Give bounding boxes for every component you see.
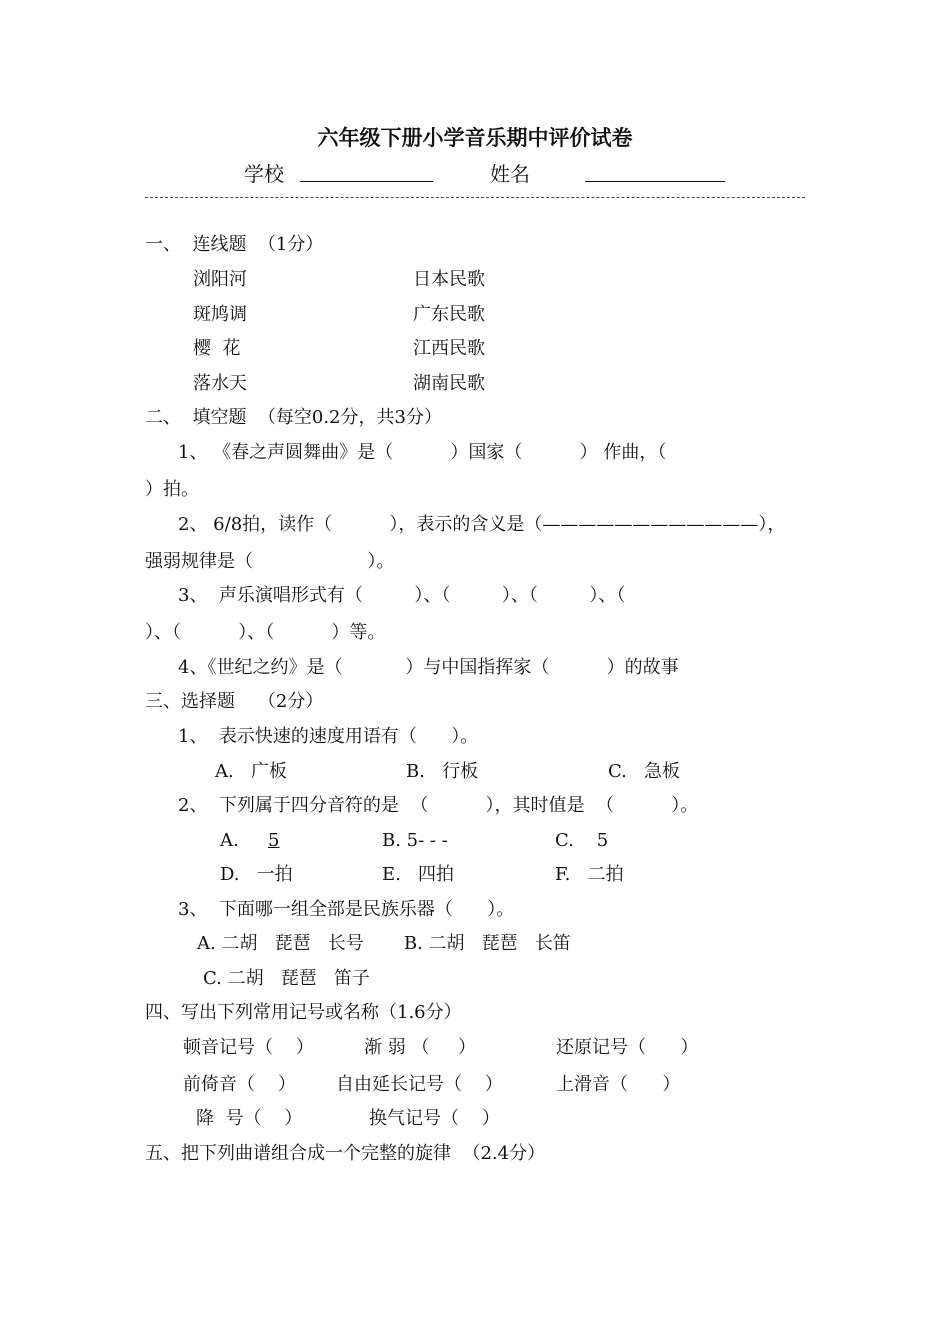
notation-item: 渐 弱 （ ） [364, 1037, 477, 1058]
fill-question-3-cont: ）、（ ）、（ ）等。 [145, 622, 386, 643]
section-4-heading: 四、写出下列常用记号或名称（1.6分） [145, 1002, 462, 1023]
choice-option: E. 四拍 [382, 864, 455, 885]
school-label: 学校 [244, 162, 284, 186]
fill-question-2: 2、 6/8拍，读作（ ），表示的含义是（————————————）， [178, 514, 786, 535]
match-right-item: 湖南民歌 [413, 373, 485, 394]
page-title: 六年级下册小学音乐期中评价试卷 [317, 125, 633, 150]
notation-item: 还原记号（ ） [556, 1037, 699, 1058]
name-blank[interactable] [585, 181, 725, 182]
fill-question-2-cont: 强弱规律是（ ）。 [145, 551, 395, 572]
match-left-item: 斑鸠调 [193, 304, 247, 325]
divider [145, 197, 805, 198]
choice-option-c: C. 二胡 琵琶 笛子 [203, 968, 370, 989]
choice-question-1: 1、 表示快速的速度用语有（ ）。 [178, 726, 479, 747]
choice-option: C. 急板 [608, 761, 681, 782]
school-blank[interactable] [300, 181, 433, 182]
section-1-heading: 一、 连线题 （1分） [145, 234, 324, 255]
choice-option: B. 5- - - [382, 830, 448, 851]
choice-option: F. 二拍 [555, 864, 624, 885]
section-3-heading: 三、选择题 （2分） [145, 691, 324, 712]
choice-option: D. 一拍 [220, 864, 293, 885]
notation-item: 换气记号（ ） [369, 1108, 500, 1129]
choice-option-label: A. [220, 830, 239, 851]
choice-option: C. 5 [555, 830, 609, 851]
match-right-item: 日本民歌 [413, 269, 485, 290]
choice-options-ab: A. 二胡 琵琶 长号 B. 二胡 琵琶 长笛 [197, 933, 571, 954]
section-5-heading: 五、把下列曲谱组合成一个完整的旋律 （2.4分） [145, 1143, 546, 1164]
choice-option: A. 广板 [215, 761, 287, 782]
choice-option: B. 行板 [406, 761, 479, 782]
notation-item: 自由延长记号（ ） [336, 1074, 503, 1095]
name-label: 姓名 [490, 162, 530, 186]
match-left-item: 浏阳河 [193, 269, 247, 290]
fill-question-1: 1、 《春之声圆舞曲》是（ ）国家（ ） 作曲，（ [178, 442, 667, 463]
notation-item: 前倚音（ ） [183, 1074, 296, 1095]
match-right-item: 广东民歌 [413, 304, 485, 325]
fill-question-3: 3、 声乐演唱形式有（ ）、（ ）、（ ）、（ [178, 585, 626, 606]
fill-question-1-cont: ）拍。 [145, 479, 199, 500]
choice-question-3: 3、 下面哪一组全部是民族乐器（ ）。 [178, 899, 515, 920]
section-2-heading: 二、 填空题 （每空0.2分，共3分） [145, 407, 442, 428]
match-left-item: 落水天 [193, 373, 247, 394]
fill-question-4: 4、《世纪之约》是（ ）与中国指挥家（ ）的故事 [178, 657, 679, 678]
notation-item: 上滑音（ ） [556, 1074, 681, 1095]
choice-question-2: 2、 下列属于四分音符的是 （ ），其时值是 （ ）。 [178, 795, 699, 816]
notation-item: 降 号（ ） [196, 1108, 303, 1129]
match-left-item: 樱 花 [193, 338, 241, 359]
notation-item: 顿音记号（ ） [183, 1037, 314, 1058]
match-right-item: 江西民歌 [413, 338, 485, 359]
underlined-note: 5 [268, 830, 280, 851]
